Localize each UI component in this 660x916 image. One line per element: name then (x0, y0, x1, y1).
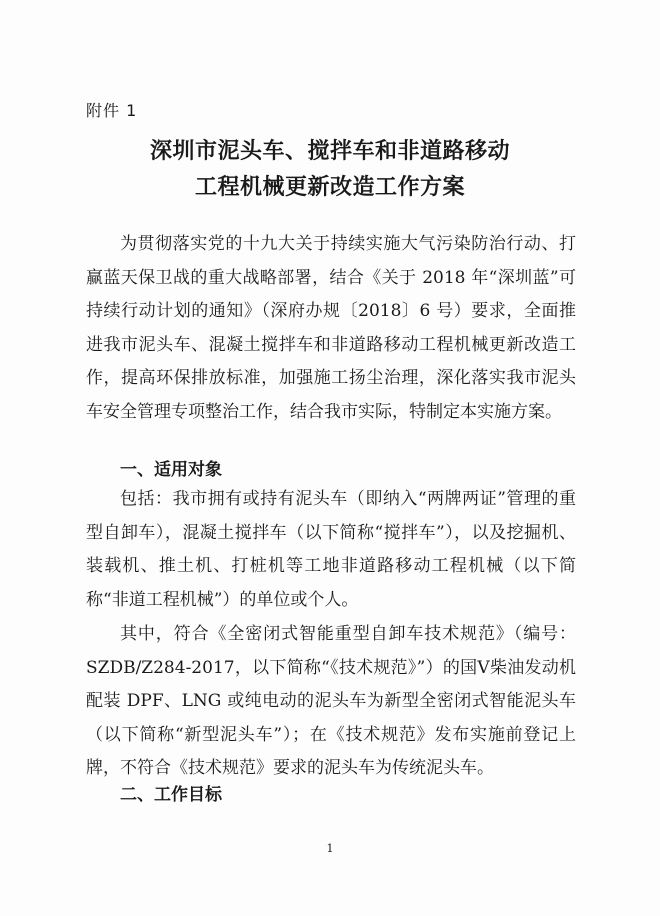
paragraph-intro: 为贯彻落实党的十九大关于持续实施大气污染防治行动、打赢蓝天保卫战的重大战略部署，结合《关于 2018 年“深圳蓝”可持续行动计划的通知》（深府办规〔2018〕6 号）要求，全面推进我市泥头车、混凝土搅拌车和非道路移动工程机械更新改造工作，提高环保排放标准，加强施工扬尘治理，深化落实我市泥头车安全管理专项整治工作，结合我市实际，特制定本实施方案。 (86, 234, 576, 422)
paragraph-definitions: 其中，符合《全密闭式智能重型自卸车技术规范》（编号：SZDB/Z284-2017，以下简称“《技术规范》”）的国Ⅴ柴油发动机配装 DPF、LNG 或纯电动的泥头车为新型全密闭式智能泥头车（以下简称“新型泥头车”）；在《技术规范》发布实施前登记上牌，不符合《技术规范》要求的泥头车为传统泥头车。 (86, 624, 576, 779)
attachment-label: 附件 1 (86, 101, 138, 120)
page-number: 1 (326, 842, 334, 855)
document-title-line-1: 深圳市泥头车、搅拌车和非道路移动 (149, 139, 510, 164)
paragraph-scope: 包括：我市拥有或持有泥头车（即纳入“两牌两证”管理的重型自卸车），混凝土搅拌车（以下简称“搅拌车”），以及挖掘机、装载机、推土机、打桩机等工地非道路移动工程机械（以下简称“非道工程机械”）的单位或个人。 (86, 489, 576, 610)
section-heading-scope: 一、适用对象 (120, 460, 222, 480)
document-title-line-2: 工程机械更新改造工作方案 (194, 175, 465, 200)
section-heading-goals: 二、工作目标 (120, 785, 222, 805)
